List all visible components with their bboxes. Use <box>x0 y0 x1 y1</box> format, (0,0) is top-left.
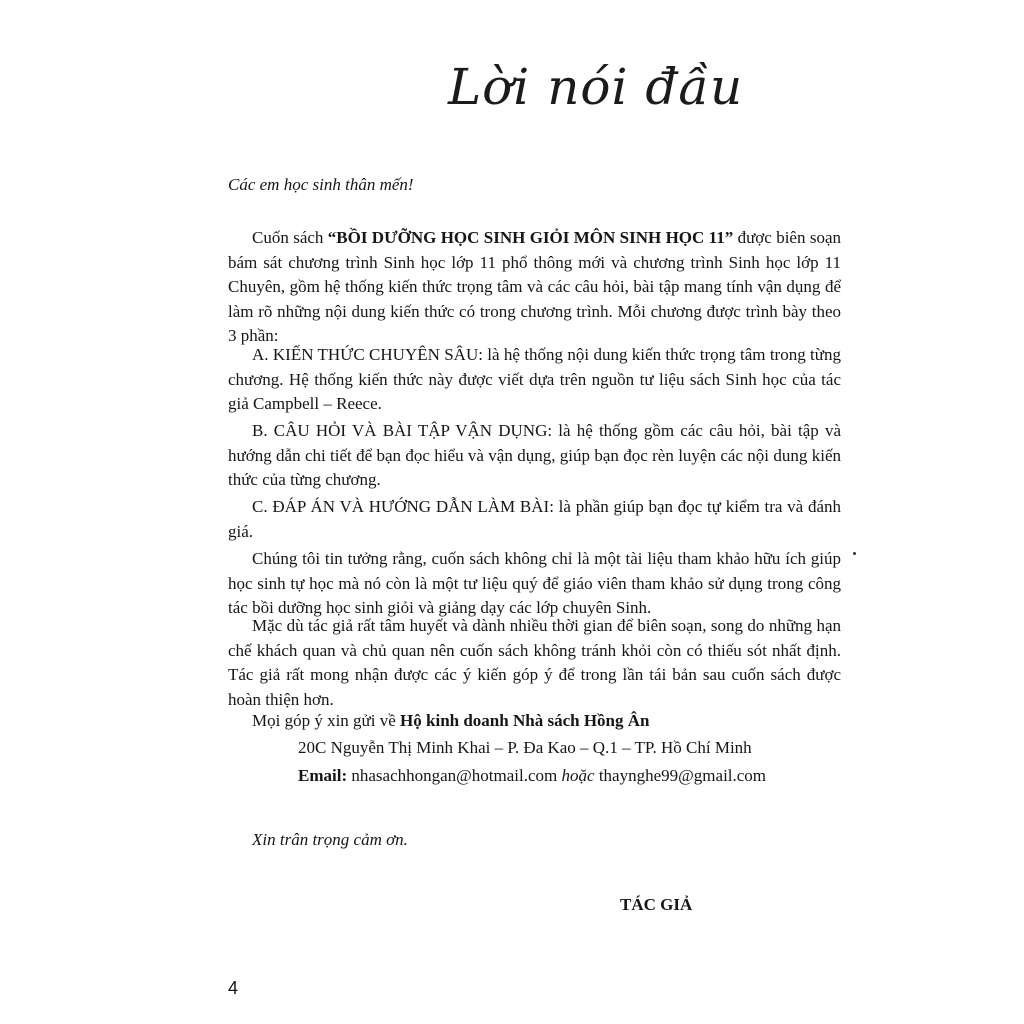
email-secondary: thaynghe99@gmail.com <box>594 766 767 785</box>
section-a-paragraph: A. KIẾN THỨC CHUYÊN SÂU: là hệ thống nội dung kiến thức trọng tâm trong từng chương. Hệ thống kiến thức này được viết dựa trên nguồn tư liệu sách Sinh học của tác giả Campbell – Reece. <box>228 345 841 413</box>
intro-suffix: được biên soạn bám sát chương trình Sinh học lớp 11 phổ thông mới và chương trình Sinh học lớp 11 Chuyên, gồm hệ thống kiến thức trọng tâm và các câu hỏi, bài tập mang tính vận dụng để làm rõ những nội dung kiến thức có trong chương trình. Mỗi chương được trình bày theo 3 phần: <box>228 228 841 345</box>
section-b-paragraph: B. CÂU HỎI VÀ BÀI TẬP VẬN DỤNG: là hệ thống gồm các câu hỏi, bài tập và hướng dẫn chi tiết để bạn đọc hiểu và vận dụng, giúp bạn đọc rèn luyện các nội dung kiến thức của từng chương. <box>228 421 841 489</box>
intro-paragraph <box>228 226 841 349</box>
section-c-paragraph: C. ĐÁP ÁN VÀ HƯỚNG DẪN LÀM BÀI: là phần giúp bạn đọc tự kiểm tra và đánh giá. <box>228 497 841 541</box>
email-label: Email: <box>298 766 348 785</box>
book-title: “BỒI DƯỠNG HỌC SINH GIỎI MÔN SINH HỌC 11” <box>327 228 734 247</box>
greeting: Các em học sinh thân mến! <box>228 175 414 194</box>
contact-prefix: Mọi góp ý xin gửi về <box>252 711 401 730</box>
email-or: hoặc <box>561 766 595 785</box>
contact-line <box>252 709 649 733</box>
belief-paragraph: Chúng tôi tin tưởng rằng, cuốn sách không chỉ là một tài liệu tham khảo hữu ích giúp học sinh tự học mà nó còn là một tư liệu quý để giáo viên tham khảo sử dụng trong công tác bồi dưỡng học sinh giỏi và giảng dạy các lớp chuyên Sinh. <box>228 549 841 617</box>
email-primary: nhasachhongan@hotmail.com <box>347 766 562 785</box>
although-paragraph: Mặc dù tác giả rất tâm huyết và dành nhiều thời gian để biên soạn, song do những hạn chế khách quan và chủ quan nên cuốn sách không tránh khỏi còn có thiếu sót nhất định. Tác giả rất mong nhận được các ý kiến góp ý để trong lần tái bản sau cuốn sách được hoàn thiện hơn. <box>228 616 841 709</box>
page-number: 4 <box>228 978 239 998</box>
print-speck <box>853 552 856 555</box>
thanks-line: Xin trân trọng cảm ơn. <box>252 830 408 849</box>
email-line <box>298 764 766 788</box>
author-signature: TÁC GIẢ <box>620 895 693 914</box>
publisher-name: Hộ kinh doanh Nhà sách Hồng Ân <box>400 711 650 730</box>
address-line: 20C Nguyễn Thị Minh Khai – P. Đa Kao – Q.1 – TP. Hồ Chí Minh <box>298 738 752 757</box>
intro-prefix: Cuốn sách <box>252 228 328 247</box>
page-title: Lời nói đầu <box>448 58 744 116</box>
